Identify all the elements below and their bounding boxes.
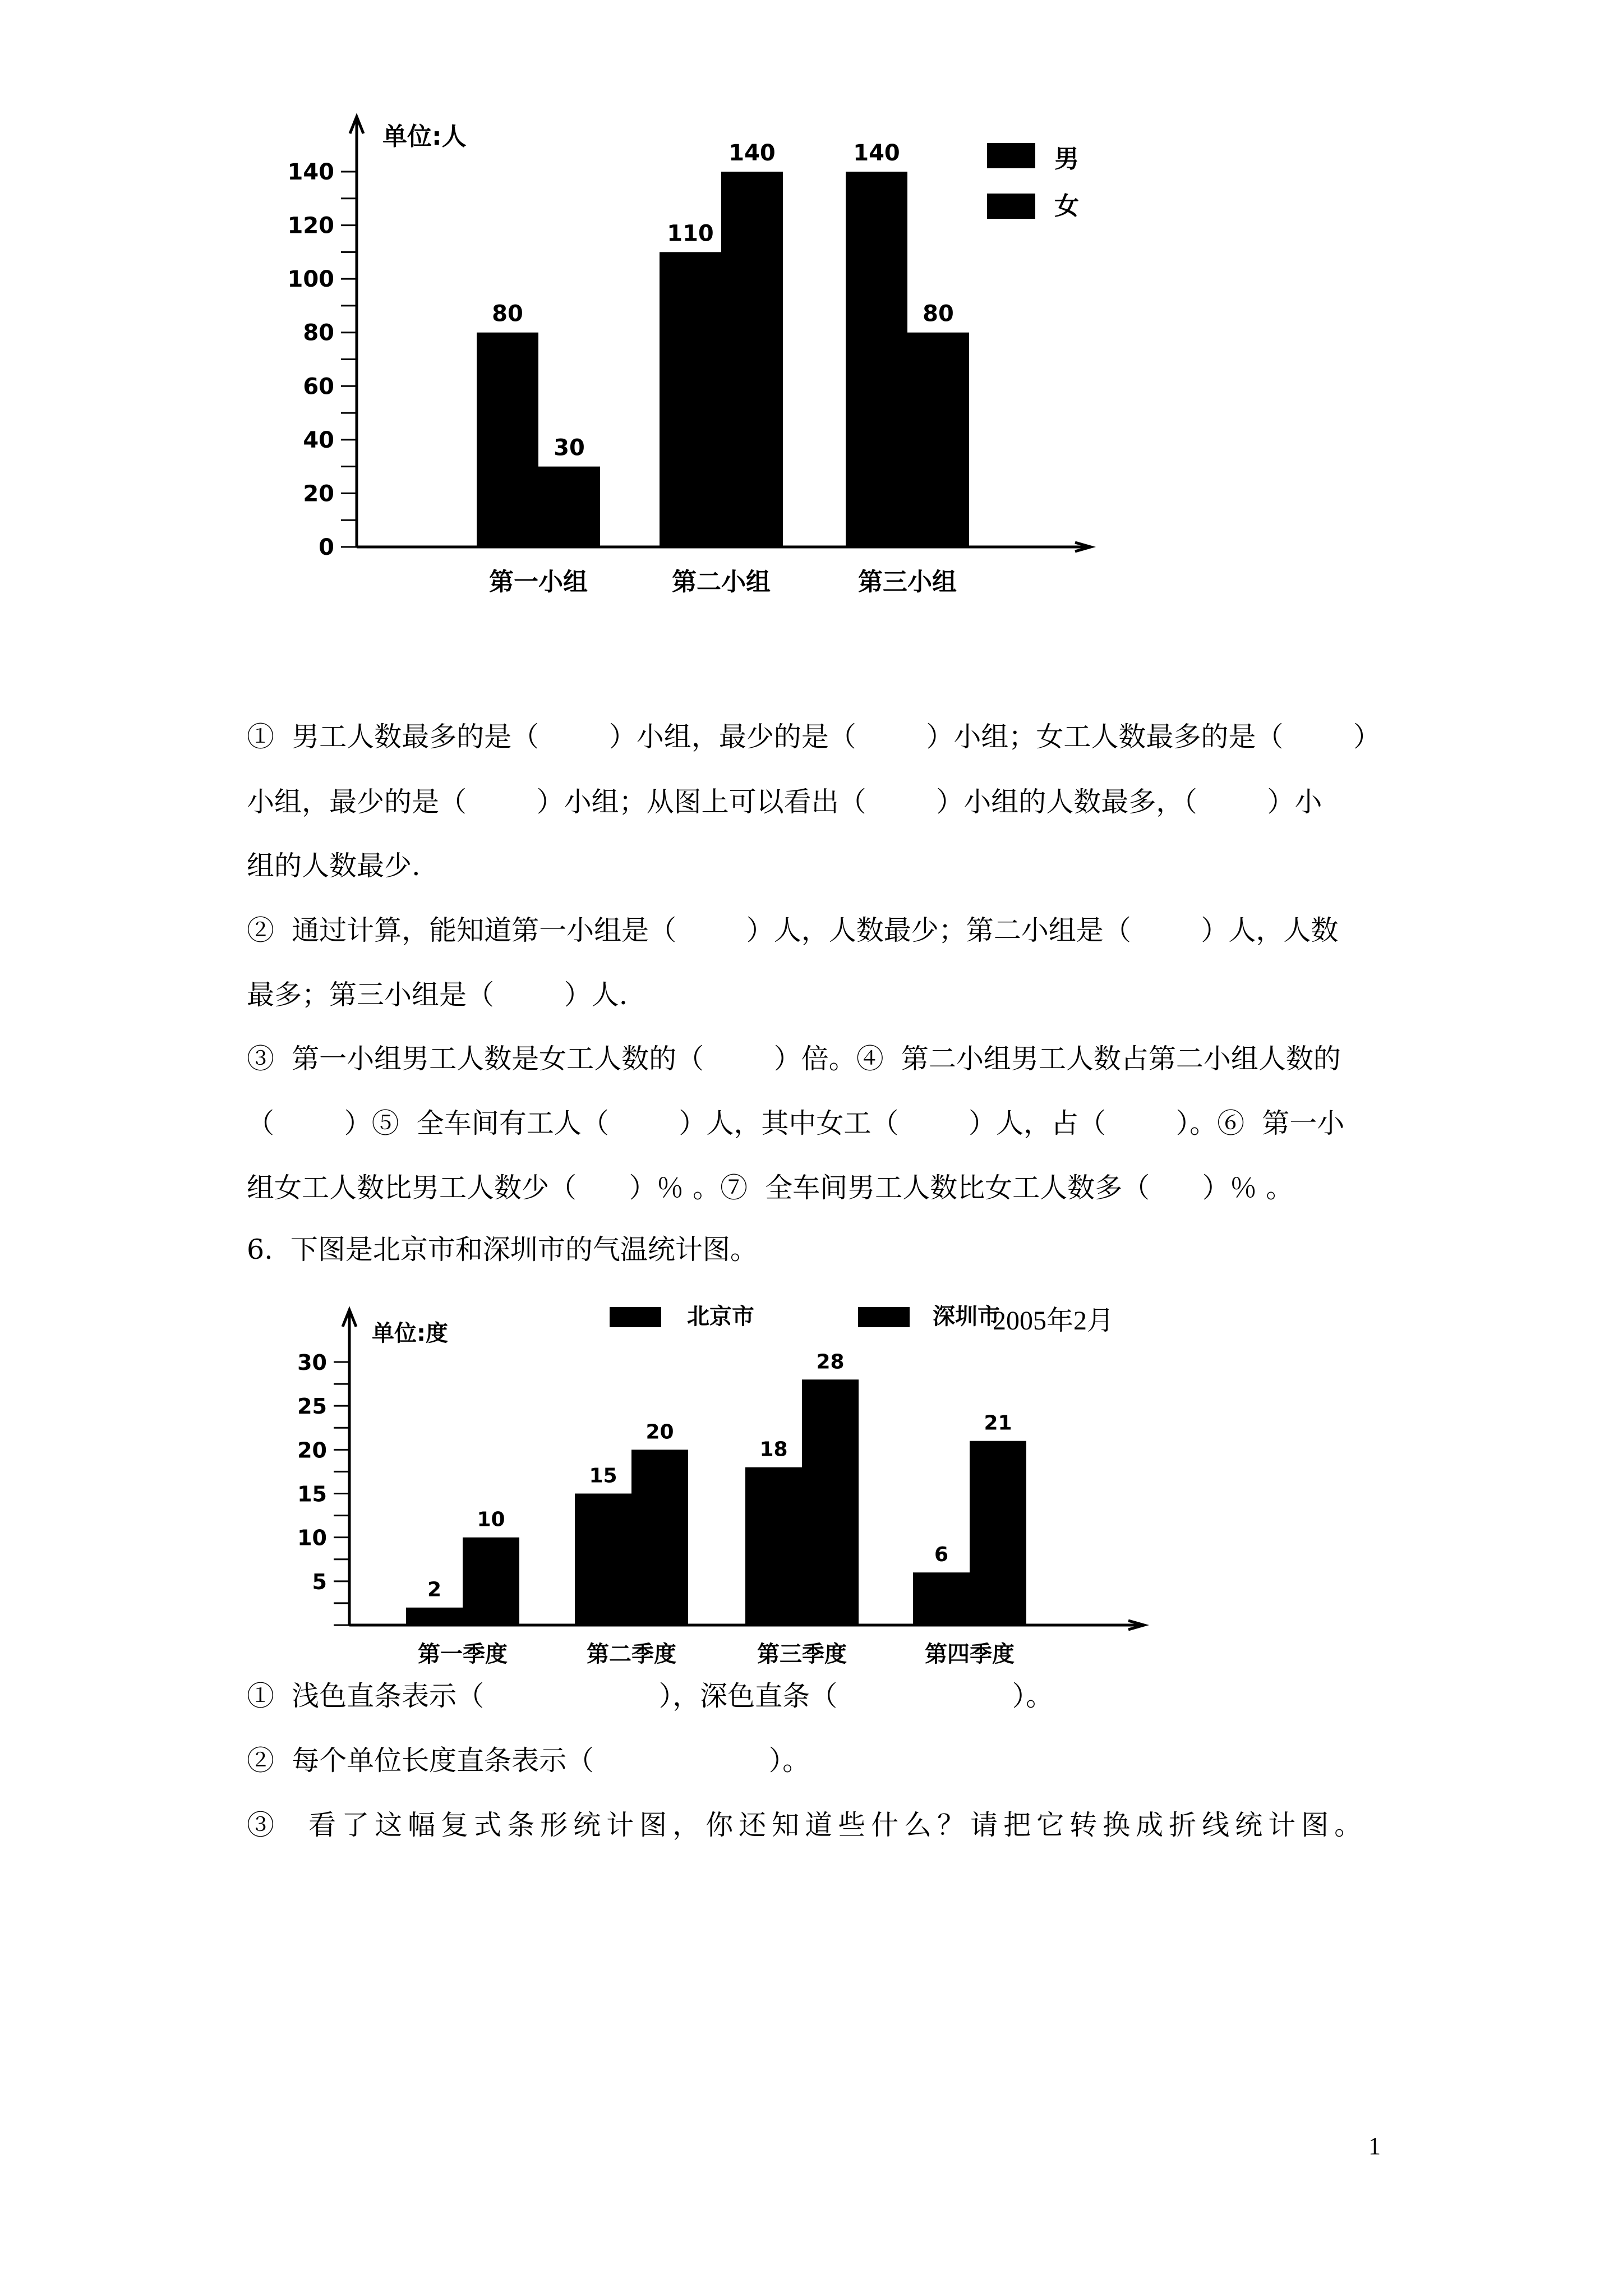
- data-label: 18: [759, 1438, 788, 1461]
- y-tick-label: 60: [303, 374, 334, 400]
- bar-series-2: [970, 1441, 1026, 1625]
- question-3-line-1: ③ 第一小组男工人数是女工人数的（ ）倍。④ 第二小组男工人数占第二小组人数的: [247, 1043, 1341, 1075]
- chart-subtitle: 2005年2月: [993, 1306, 1114, 1336]
- y-tick-label: 30: [297, 1350, 327, 1375]
- y-tick-label: 140: [287, 159, 334, 185]
- bar-series-1: [406, 1608, 463, 1625]
- question-2-line-1: ② 通过计算，能知道第一小组是（ ）人，人数最少；第二小组是（ ）人，人数: [247, 914, 1339, 946]
- legend-label: 男: [1054, 145, 1079, 173]
- y-tick-label: 15: [297, 1481, 327, 1507]
- question-3-line-2: （ ）⑤ 全车间有工人（ ）人，其中女工（ ）人，占（ ）。⑥ 第一小: [247, 1107, 1345, 1139]
- category-label: 第三小组: [858, 568, 957, 596]
- legend-swatch: [858, 1307, 910, 1327]
- data-label: 80: [923, 301, 954, 327]
- question-1-line-3: 组的人数最少.: [247, 850, 421, 882]
- data-label: 28: [816, 1350, 845, 1374]
- question-1-line-2: 小组，最少的是（ ）小组；从图上可以看出（ ）小组的人数最多，（ ）小: [247, 786, 1322, 818]
- data-label: 110: [667, 220, 714, 247]
- unit-label: 单位:度: [372, 1320, 448, 1346]
- data-label: 140: [728, 140, 776, 166]
- data-label: 15: [589, 1464, 617, 1488]
- y-tick-label: 0: [319, 535, 334, 560]
- category-label: 第二季度: [587, 1641, 676, 1667]
- category-label: 第一季度: [418, 1641, 508, 1667]
- question-1-line-1: ① 男工人数最多的是（ ）小组，最少的是（ ）小组；女工人数最多的是（ ）: [247, 721, 1381, 753]
- bar-series-1: [913, 1572, 970, 1625]
- data-label: 2: [427, 1578, 442, 1602]
- bar-series-2: [802, 1379, 859, 1625]
- category-label: 第二小组: [672, 568, 771, 596]
- question-6-part-1: ① 浅色直条表示（ ），深色直条（ ）。: [247, 1680, 1054, 1712]
- question-6-part-3: ③ 看了这幅复式条形统计图，你还知道些什么？请把它转换成折线统计图。: [247, 1809, 1368, 1841]
- bar-series-2: [463, 1538, 519, 1625]
- data-label: 6: [934, 1543, 949, 1567]
- y-tick-label: 20: [297, 1438, 327, 1463]
- legend-swatch: [610, 1307, 661, 1327]
- y-tick-label: 25: [297, 1394, 327, 1419]
- question-3-line-3: 组女工人数比男工人数少（ ）％ 。⑦ 全车间男工人数比女工人数多（ ）％ 。: [247, 1172, 1294, 1204]
- question-6-part-2: ② 每个单位长度直条表示（ ）。: [247, 1745, 810, 1777]
- data-label: 20: [645, 1420, 674, 1444]
- page-number: 1: [1368, 2132, 1381, 2160]
- data-label: 80: [492, 301, 523, 327]
- category-label: 第四季度: [925, 1641, 1015, 1667]
- y-tick-label: 5: [312, 1569, 327, 1594]
- question-6-title: 6. 下图是北京市和深圳市的气温统计图。: [247, 1234, 758, 1266]
- y-tick-label: 10: [297, 1525, 327, 1550]
- legend-label: 北京市: [687, 1304, 754, 1329]
- data-label: 30: [554, 435, 585, 461]
- unit-label: 单位:人: [382, 122, 467, 151]
- data-label: 140: [853, 140, 900, 166]
- data-label: 21: [984, 1411, 1012, 1435]
- y-tick-label: 100: [287, 266, 334, 293]
- bar-series-1: [575, 1494, 631, 1626]
- category-label: 第一小组: [489, 568, 588, 596]
- legend-label: 深圳市: [933, 1304, 1000, 1329]
- data-label: 10: [477, 1508, 505, 1531]
- y-tick-label: 80: [303, 320, 334, 346]
- bar-series-1: [745, 1467, 802, 1625]
- y-tick-label: 120: [287, 213, 334, 239]
- question-2-line-2: 最多；第三小组是（ ）人.: [247, 979, 628, 1011]
- legend-label: 女: [1054, 192, 1079, 220]
- bar-series-2: [631, 1450, 688, 1625]
- y-tick-label: 40: [303, 427, 334, 453]
- y-tick-label: 20: [303, 481, 334, 507]
- category-label: 第三季度: [757, 1641, 847, 1667]
